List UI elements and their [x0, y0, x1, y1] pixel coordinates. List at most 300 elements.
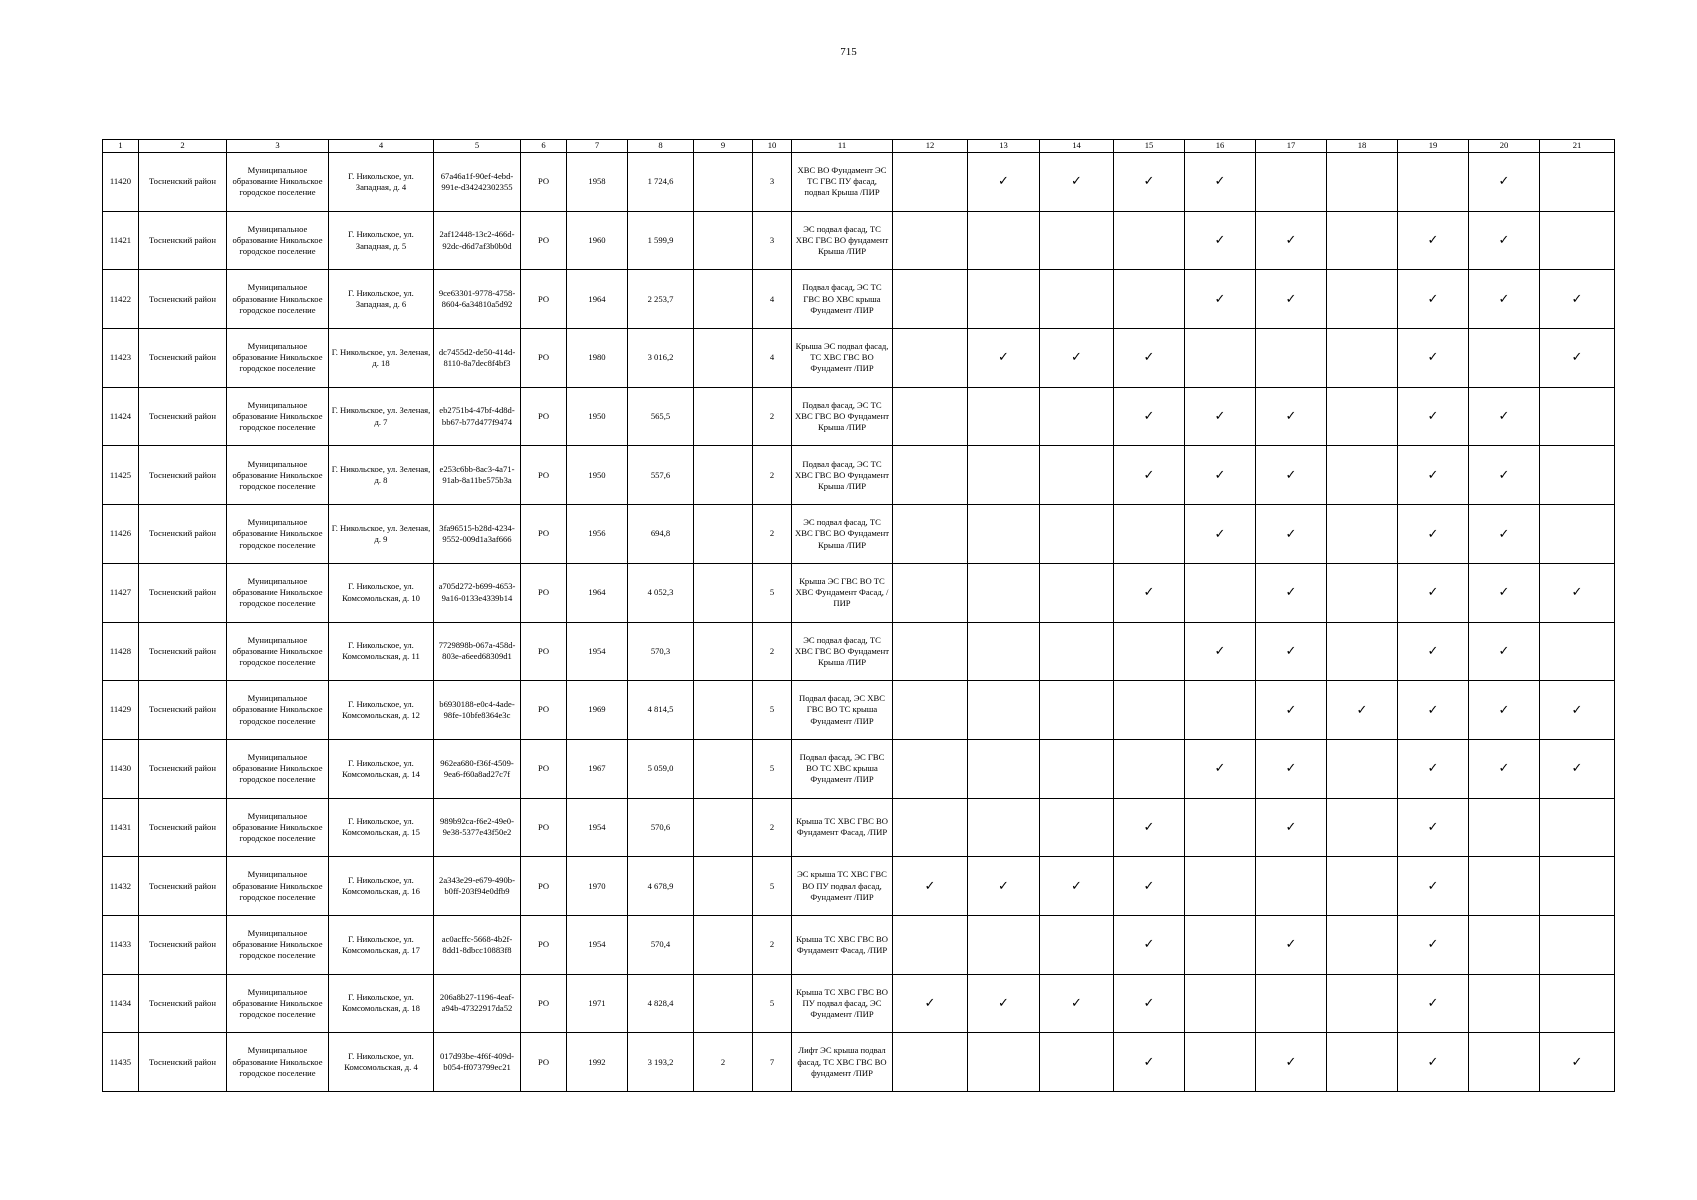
check-mark-icon: [1114, 739, 1185, 798]
area-cell: 4 828,4: [628, 974, 694, 1033]
check-mark-icon: ✓: [1114, 387, 1185, 446]
check-mark-icon: [1327, 505, 1398, 564]
district-cell: Тосненский район: [139, 270, 227, 329]
check-mark-icon: [968, 739, 1040, 798]
check-mark-icon: ✓: [1185, 270, 1256, 329]
guid-cell: 2a343e29-e679-490b-b0ff-203f94e0dfb9: [434, 857, 521, 916]
check-mark-icon: ✓: [1114, 915, 1185, 974]
check-mark-icon: [1040, 915, 1114, 974]
header-cell: 14: [1040, 140, 1114, 153]
check-mark-icon: [1114, 681, 1185, 740]
check-mark-icon: ✓: [1469, 211, 1540, 270]
floors-cell: 5: [753, 857, 792, 916]
guid-cell: 962ea680-f36f-4509-9ea6-f60a8ad27c7f: [434, 739, 521, 798]
check-mark-icon: ✓: [1398, 681, 1469, 740]
check-mark-icon: ✓: [1398, 446, 1469, 505]
check-mark-icon: [1185, 563, 1256, 622]
check-mark-icon: [1469, 857, 1540, 916]
check-mark-icon: ✓: [1398, 915, 1469, 974]
check-mark-icon: ✓: [1398, 329, 1469, 388]
check-mark-icon: [1469, 915, 1540, 974]
guid-cell: 3fa96515-b28d-4234-9552-009d1a3af666: [434, 505, 521, 564]
type-cell: РО: [521, 387, 567, 446]
check-mark-icon: [1040, 798, 1114, 857]
header-cell: 19: [1398, 140, 1469, 153]
check-mark-icon: ✓: [1114, 446, 1185, 505]
check-mark-icon: ✓: [1540, 681, 1615, 740]
check-mark-icon: [893, 270, 968, 329]
check-mark-icon: ✓: [893, 974, 968, 1033]
check-mark-icon: ✓: [1398, 505, 1469, 564]
check-mark-icon: [893, 329, 968, 388]
works-cell: ЭС подвал фасад, ТС ХВС ГВС ВО фундамент Крыша /ПИР: [792, 211, 893, 270]
area-cell: 570,6: [628, 798, 694, 857]
check-mark-icon: [1185, 798, 1256, 857]
table-row: [103, 739, 1615, 798]
check-mark-icon: ✓: [968, 857, 1040, 916]
area-cell: 570,3: [628, 622, 694, 681]
guid-cell: 989b92ca-f6e2-49e0-9e38-5377e43f50e2: [434, 798, 521, 857]
year-cell: 1971: [567, 974, 628, 1033]
works-cell: Подвал фасад, ЭС ГВС ВО ТС ХВС крыша Фундамент /ПИР: [792, 739, 893, 798]
header-cell: 3: [227, 140, 329, 153]
check-mark-icon: ✓: [1398, 974, 1469, 1033]
floors-cell: 3: [753, 153, 792, 212]
check-mark-icon: [1327, 798, 1398, 857]
row-number: 11426: [103, 505, 139, 564]
check-mark-icon: ✓: [1469, 681, 1540, 740]
check-mark-icon: [1327, 622, 1398, 681]
check-mark-icon: ✓: [1256, 211, 1327, 270]
year-cell: 1960: [567, 211, 628, 270]
check-mark-icon: ✓: [1398, 563, 1469, 622]
check-mark-icon: ✓: [1256, 270, 1327, 329]
check-mark-icon: [1540, 153, 1615, 212]
check-mark-icon: [1185, 857, 1256, 916]
check-mark-icon: [1469, 974, 1540, 1033]
table-row: [103, 563, 1615, 622]
header-cell: 17: [1256, 140, 1327, 153]
address-cell: Г. Никольское, ул. Зеленая, д. 9: [329, 505, 434, 564]
check-mark-icon: [1540, 211, 1615, 270]
address-cell: Г. Никольское, ул. Комсомольская, д. 18: [329, 974, 434, 1033]
check-mark-icon: [1256, 857, 1327, 916]
check-mark-icon: ✓: [1398, 798, 1469, 857]
header-cell: 9: [694, 140, 753, 153]
check-mark-icon: ✓: [1256, 622, 1327, 681]
row-number: 11429: [103, 681, 139, 740]
check-mark-icon: ✓: [1114, 563, 1185, 622]
table-row: [103, 446, 1615, 505]
type-cell: РО: [521, 739, 567, 798]
check-mark-icon: ✓: [1469, 153, 1540, 212]
year-cell: 1954: [567, 915, 628, 974]
type-cell: РО: [521, 211, 567, 270]
header-row: [103, 140, 1615, 153]
check-mark-icon: [893, 798, 968, 857]
works-cell: ЭС подвал фасад, ТС ХВС ГВС ВО Фундамент Крыша /ПИР: [792, 505, 893, 564]
check-mark-icon: [968, 798, 1040, 857]
district-cell: Тосненский район: [139, 1033, 227, 1092]
year-cell: 1969: [567, 681, 628, 740]
municipality-cell: Муниципальное образование Никольское городское поселение: [227, 974, 329, 1033]
check-mark-icon: [1540, 622, 1615, 681]
check-mark-icon: [968, 211, 1040, 270]
guid-cell: b6930188-e0c4-4ade-98fe-10bfe8364e3c: [434, 681, 521, 740]
check-mark-icon: [893, 446, 968, 505]
municipality-cell: Муниципальное образование Никольское городское поселение: [227, 505, 329, 564]
row-number: 11421: [103, 211, 139, 270]
type-cell: РО: [521, 446, 567, 505]
type-cell: РО: [521, 563, 567, 622]
registry-table: [102, 139, 1615, 1092]
floors-cell: 2: [753, 505, 792, 564]
works-cell: Крыша ЭС ГВС ВО ТС ХВС Фундамент Фасад, /ПИР: [792, 563, 893, 622]
district-cell: Тосненский район: [139, 387, 227, 446]
row-number: 11433: [103, 915, 139, 974]
type-cell: РО: [521, 681, 567, 740]
address-cell: Г. Никольское, ул. Комсомольская, д. 10: [329, 563, 434, 622]
column-9-cell: [694, 622, 753, 681]
check-mark-icon: ✓: [1256, 798, 1327, 857]
area-cell: 2 253,7: [628, 270, 694, 329]
column-9-cell: [694, 798, 753, 857]
municipality-cell: Муниципальное образование Никольское городское поселение: [227, 329, 329, 388]
check-mark-icon: [968, 270, 1040, 329]
check-mark-icon: [1469, 329, 1540, 388]
check-mark-icon: ✓: [1185, 505, 1256, 564]
check-mark-icon: [1040, 446, 1114, 505]
floors-cell: 3: [753, 211, 792, 270]
address-cell: Г. Никольское, ул. Комсомольская, д. 12: [329, 681, 434, 740]
area-cell: 694,8: [628, 505, 694, 564]
column-9-cell: [694, 974, 753, 1033]
check-mark-icon: [1040, 622, 1114, 681]
district-cell: Тосненский район: [139, 798, 227, 857]
check-mark-icon: [1540, 446, 1615, 505]
check-mark-icon: [1327, 329, 1398, 388]
check-mark-icon: [968, 1033, 1040, 1092]
check-mark-icon: [968, 446, 1040, 505]
type-cell: РО: [521, 270, 567, 329]
table-row: [103, 1033, 1615, 1092]
check-mark-icon: ✓: [1540, 1033, 1615, 1092]
header-cell: 6: [521, 140, 567, 153]
municipality-cell: Муниципальное образование Никольское городское поселение: [227, 798, 329, 857]
column-9-cell: 2: [694, 1033, 753, 1092]
municipality-cell: Муниципальное образование Никольское городское поселение: [227, 857, 329, 916]
check-mark-icon: [1040, 211, 1114, 270]
floors-cell: 5: [753, 681, 792, 740]
type-cell: РО: [521, 915, 567, 974]
floors-cell: 4: [753, 329, 792, 388]
check-mark-icon: [1185, 681, 1256, 740]
check-mark-icon: [1327, 974, 1398, 1033]
column-9-cell: [694, 563, 753, 622]
check-mark-icon: [893, 563, 968, 622]
check-mark-icon: ✓: [1114, 153, 1185, 212]
row-number: 11428: [103, 622, 139, 681]
floors-cell: 2: [753, 446, 792, 505]
row-number: 11435: [103, 1033, 139, 1092]
district-cell: Тосненский район: [139, 563, 227, 622]
address-cell: Г. Никольское, ул. Зеленая, д. 18: [329, 329, 434, 388]
check-mark-icon: ✓: [1469, 563, 1540, 622]
year-cell: 1958: [567, 153, 628, 212]
header-cell: 16: [1185, 140, 1256, 153]
header-cell: 18: [1327, 140, 1398, 153]
check-mark-icon: [1469, 1033, 1540, 1092]
address-cell: Г. Никольское, ул. Зеленая, д. 7: [329, 387, 434, 446]
check-mark-icon: ✓: [1540, 270, 1615, 329]
address-cell: Г. Никольское, ул. Комсомольская, д. 15: [329, 798, 434, 857]
check-mark-icon: [1327, 446, 1398, 505]
check-mark-icon: [1040, 681, 1114, 740]
area-cell: 3 016,2: [628, 329, 694, 388]
area-cell: 1 599,9: [628, 211, 694, 270]
area-cell: 1 724,6: [628, 153, 694, 212]
column-9-cell: [694, 681, 753, 740]
municipality-cell: Муниципальное образование Никольское городское поселение: [227, 681, 329, 740]
type-cell: РО: [521, 505, 567, 564]
works-cell: Подвал фасад, ЭС ТС ХВС ГВС ВО Фундамент Крыша /ПИР: [792, 446, 893, 505]
year-cell: 1964: [567, 563, 628, 622]
check-mark-icon: ✓: [1256, 915, 1327, 974]
check-mark-icon: ✓: [1114, 857, 1185, 916]
row-number: 11431: [103, 798, 139, 857]
check-mark-icon: ✓: [1040, 974, 1114, 1033]
district-cell: Тосненский район: [139, 857, 227, 916]
check-mark-icon: ✓: [1114, 1033, 1185, 1092]
check-mark-icon: [1040, 1033, 1114, 1092]
address-cell: Г. Никольское, ул. Западная, д. 4: [329, 153, 434, 212]
table-row: [103, 211, 1615, 270]
check-mark-icon: ✓: [1040, 153, 1114, 212]
check-mark-icon: [1540, 857, 1615, 916]
check-mark-icon: ✓: [1469, 739, 1540, 798]
floors-cell: 5: [753, 974, 792, 1033]
check-mark-icon: ✓: [1398, 739, 1469, 798]
check-mark-icon: ✓: [1469, 387, 1540, 446]
year-cell: 1967: [567, 739, 628, 798]
guid-cell: ac0acffc-5668-4b2f-8dd1-8dbcc10883f8: [434, 915, 521, 974]
header-cell: 13: [968, 140, 1040, 153]
check-mark-icon: [1540, 915, 1615, 974]
works-cell: Крыша ТС ХВС ГВС ВО Фундамент Фасад, /ПИР: [792, 915, 893, 974]
column-9-cell: [694, 211, 753, 270]
floors-cell: 4: [753, 270, 792, 329]
year-cell: 1954: [567, 622, 628, 681]
year-cell: 1954: [567, 798, 628, 857]
row-number: 11434: [103, 974, 139, 1033]
check-mark-icon: [1469, 798, 1540, 857]
page-number: 715: [840, 46, 857, 58]
header-cell: 21: [1540, 140, 1615, 153]
check-mark-icon: [968, 915, 1040, 974]
check-mark-icon: [1327, 857, 1398, 916]
check-mark-icon: [1256, 153, 1327, 212]
check-mark-icon: [1185, 329, 1256, 388]
check-mark-icon: [968, 563, 1040, 622]
district-cell: Тосненский район: [139, 974, 227, 1033]
check-mark-icon: [1327, 387, 1398, 446]
row-number: 11425: [103, 446, 139, 505]
check-mark-icon: [1327, 563, 1398, 622]
check-mark-icon: ✓: [1327, 681, 1398, 740]
table-row: [103, 505, 1615, 564]
municipality-cell: Муниципальное образование Никольское городское поселение: [227, 153, 329, 212]
check-mark-icon: ✓: [1256, 505, 1327, 564]
municipality-cell: Муниципальное образование Никольское городское поселение: [227, 270, 329, 329]
address-cell: Г. Никольское, ул. Западная, д. 6: [329, 270, 434, 329]
check-mark-icon: ✓: [1256, 563, 1327, 622]
district-cell: Тосненский район: [139, 739, 227, 798]
column-9-cell: [694, 915, 753, 974]
check-mark-icon: [1040, 387, 1114, 446]
type-cell: РО: [521, 1033, 567, 1092]
municipality-cell: Муниципальное образование Никольское городское поселение: [227, 446, 329, 505]
table-row: [103, 387, 1615, 446]
works-cell: Крыша ТС ХВС ГВС ВО Фундамент Фасад, /ПИР: [792, 798, 893, 857]
works-cell: Лифт ЭС крыша подвал фасад, ТС ХВС ГВС ВО фундамент /ПИР: [792, 1033, 893, 1092]
header-cell: 7: [567, 140, 628, 153]
table-row: [103, 681, 1615, 740]
check-mark-icon: [1256, 329, 1327, 388]
check-mark-icon: [1040, 505, 1114, 564]
table-row: [103, 270, 1615, 329]
floors-cell: 2: [753, 915, 792, 974]
check-mark-icon: ✓: [1185, 387, 1256, 446]
address-cell: Г. Никольское, ул. Комсомольская, д. 11: [329, 622, 434, 681]
check-mark-icon: ✓: [1185, 211, 1256, 270]
check-mark-icon: ✓: [1040, 329, 1114, 388]
check-mark-icon: [893, 387, 968, 446]
check-mark-icon: [1114, 622, 1185, 681]
check-mark-icon: [1398, 153, 1469, 212]
check-mark-icon: ✓: [1256, 1033, 1327, 1092]
guid-cell: dc7455d2-de50-414d-8110-8a7dec8f4bf3: [434, 329, 521, 388]
type-cell: РО: [521, 329, 567, 388]
floors-cell: 7: [753, 1033, 792, 1092]
check-mark-icon: [893, 739, 968, 798]
year-cell: 1980: [567, 329, 628, 388]
check-mark-icon: ✓: [1398, 622, 1469, 681]
header-cell: 1: [103, 140, 139, 153]
check-mark-icon: [893, 153, 968, 212]
works-cell: Крыша ТС ХВС ГВС ВО ПУ подвал фасад, ЭС Фундамент /ПИР: [792, 974, 893, 1033]
check-mark-icon: ✓: [1540, 739, 1615, 798]
check-mark-icon: ✓: [1540, 563, 1615, 622]
check-mark-icon: [893, 505, 968, 564]
address-cell: Г. Никольское, ул. Зеленая, д. 8: [329, 446, 434, 505]
address-cell: Г. Никольское, ул. Комсомольская, д. 16: [329, 857, 434, 916]
table-row: [103, 857, 1615, 916]
type-cell: РО: [521, 857, 567, 916]
header-cell: 20: [1469, 140, 1540, 153]
municipality-cell: Муниципальное образование Никольское городское поселение: [227, 739, 329, 798]
check-mark-icon: [1540, 974, 1615, 1033]
check-mark-icon: ✓: [1256, 681, 1327, 740]
check-mark-icon: ✓: [1398, 857, 1469, 916]
works-cell: ХВС ВО Фундамент ЭС ТС ГВС ПУ фасад, подвал Крыша /ПИР: [792, 153, 893, 212]
area-cell: 4 052,3: [628, 563, 694, 622]
municipality-cell: Муниципальное образование Никольское городское поселение: [227, 915, 329, 974]
column-9-cell: [694, 153, 753, 212]
works-cell: ЭС крыша ТС ХВС ГВС ВО ПУ подвал фасад, Фундамент /ПИР: [792, 857, 893, 916]
guid-cell: 2af12448-13c2-466d-92dc-d6d7af3b0b0d: [434, 211, 521, 270]
floors-cell: 2: [753, 387, 792, 446]
municipality-cell: Муниципальное образование Никольское городское поселение: [227, 387, 329, 446]
works-cell: Подвал фасад, ЭС ТС ХВС ГВС ВО Фундамент Крыша /ПИР: [792, 387, 893, 446]
header-cell: 5: [434, 140, 521, 153]
check-mark-icon: ✓: [1185, 446, 1256, 505]
district-cell: Тосненский район: [139, 329, 227, 388]
check-mark-icon: [1540, 505, 1615, 564]
guid-cell: 9ce63301-9778-4758-8604-6a34810a5d92: [434, 270, 521, 329]
column-9-cell: [694, 329, 753, 388]
check-mark-icon: ✓: [1040, 857, 1114, 916]
row-number: 11423: [103, 329, 139, 388]
check-mark-icon: ✓: [1469, 270, 1540, 329]
check-mark-icon: ✓: [1114, 329, 1185, 388]
header-cell: 4: [329, 140, 434, 153]
check-mark-icon: [893, 681, 968, 740]
check-mark-icon: [1327, 1033, 1398, 1092]
check-mark-icon: [893, 211, 968, 270]
check-mark-icon: [1327, 153, 1398, 212]
header-cell: 8: [628, 140, 694, 153]
check-mark-icon: [968, 622, 1040, 681]
type-cell: РО: [521, 974, 567, 1033]
column-9-cell: [694, 387, 753, 446]
works-cell: Подвал фасад, ЭС ХВС ГВС ВО ТС крыша Фундамент /ПИР: [792, 681, 893, 740]
check-mark-icon: ✓: [1114, 974, 1185, 1033]
row-number: 11432: [103, 857, 139, 916]
area-cell: 557,6: [628, 446, 694, 505]
header-cell: 11: [792, 140, 893, 153]
guid-cell: 017d93be-4f6f-409d-b054-ff073799ec21: [434, 1033, 521, 1092]
guid-cell: a705d272-b699-4653-9a16-0133e4339b14: [434, 563, 521, 622]
check-mark-icon: ✓: [968, 153, 1040, 212]
works-cell: Подвал фасад, ЭС ТС ГВС ВО ХВС крыша Фундамент /ПИР: [792, 270, 893, 329]
guid-cell: 67a46a1f-90ef-4ebd-991e-d34242302355: [434, 153, 521, 212]
area-cell: 4 678,9: [628, 857, 694, 916]
check-mark-icon: [968, 505, 1040, 564]
check-mark-icon: ✓: [1256, 739, 1327, 798]
area-cell: 5 059,0: [628, 739, 694, 798]
district-cell: Тосненский район: [139, 211, 227, 270]
check-mark-icon: [968, 681, 1040, 740]
check-mark-icon: ✓: [1469, 505, 1540, 564]
check-mark-icon: ✓: [1469, 446, 1540, 505]
column-9-cell: [694, 505, 753, 564]
check-mark-icon: ✓: [1185, 153, 1256, 212]
district-cell: Тосненский район: [139, 681, 227, 740]
check-mark-icon: [968, 387, 1040, 446]
check-mark-icon: ✓: [968, 974, 1040, 1033]
type-cell: РО: [521, 153, 567, 212]
header-cell: 2: [139, 140, 227, 153]
header-cell: 12: [893, 140, 968, 153]
check-mark-icon: [1327, 915, 1398, 974]
check-mark-icon: [1040, 563, 1114, 622]
column-9-cell: [694, 446, 753, 505]
check-mark-icon: ✓: [1256, 387, 1327, 446]
area-cell: 565,5: [628, 387, 694, 446]
check-mark-icon: [893, 622, 968, 681]
guid-cell: 7729898b-067a-458d-803e-a6eed68309d1: [434, 622, 521, 681]
district-cell: Тосненский район: [139, 915, 227, 974]
